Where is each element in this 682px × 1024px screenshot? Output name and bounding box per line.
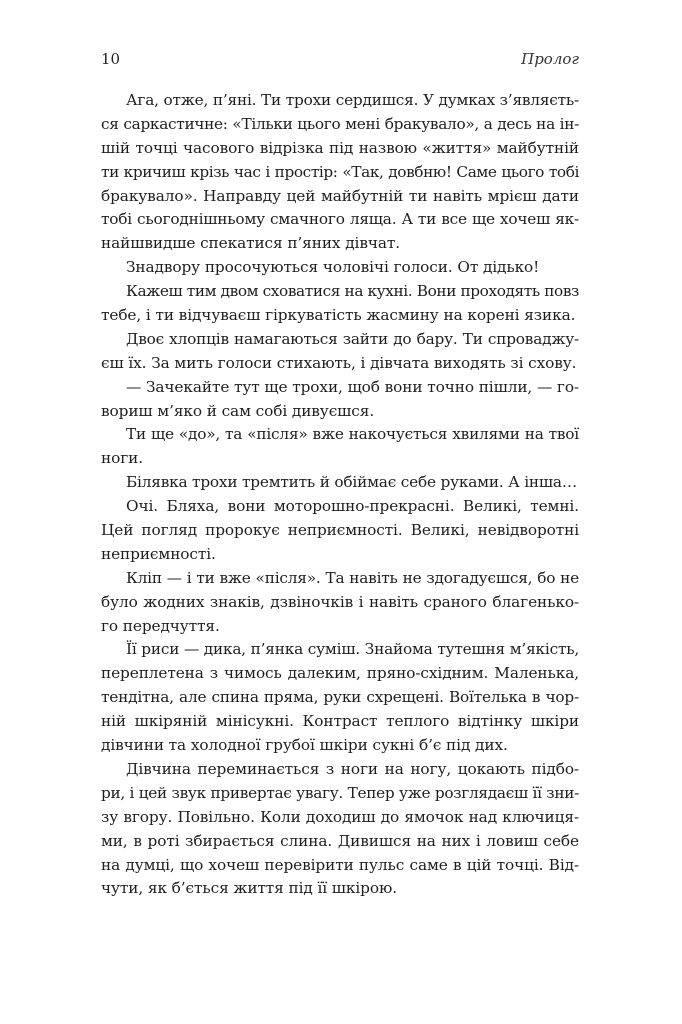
text-line: тендітна, але спина пряма, руки схрещені. Воїтелька в чор- <box>101 688 579 707</box>
text-line: Цей погляд пророкує неприємності. Великі, невідворотні <box>101 521 579 540</box>
text-line: найшвидше спекатися п’яних дівчат. <box>101 234 400 253</box>
text-line: Кажеш тим двом сховатися на кухні. Вони проходять повз <box>126 282 579 301</box>
text-line: бракувало». Направду цей майбутній ти навіть мрієш дати <box>101 186 579 205</box>
text-line: Двоє хлопців намагаються зайти до бару. Ти спроваджу- <box>126 329 579 348</box>
text-line: ноги. <box>101 449 143 468</box>
text-line: дівчини та холодної грубої шкіри сукні б’є під дих. <box>101 736 508 755</box>
text-line: ся саркастичне: «Тільки цього мені бракувало», а десь на ін- <box>101 114 579 133</box>
text-line: Знадвору просочуються чоловічі голоси. От дідько! <box>126 258 540 277</box>
text-line: Дівчина переминається з ноги на ногу, цокають підбо- <box>126 759 579 778</box>
text-line: єш їх. За мить голоси стихають, і дівчата виходять зі схову. <box>101 353 577 372</box>
text-line: ми, в роті збирається слина. Дивишся на них і ловиш себе <box>101 831 579 850</box>
text-line: вориш м’яко й сам собі дивуєшся. <box>101 401 375 420</box>
text-line: шій точці часового відрізка під назвою «життя» майбутній <box>101 138 579 157</box>
text-line: ри, і цей звук привертає увагу. Тепер уже розглядаєш її зни- <box>101 783 579 802</box>
page-number: 10 <box>101 50 121 68</box>
text-line: на думці, що хочеш перевірити пульс саме в цій точці. Від- <box>101 855 579 874</box>
text-line: Очі. Бляха, вони моторошно-прекрасні. Великі, темні. <box>126 497 579 516</box>
text-line: чути, як б’ється життя під її шкірою. <box>101 879 397 898</box>
running-header <box>101 50 579 72</box>
text-line: Ти ще «до», та «після» вже накочується хвилями на твої <box>126 425 579 444</box>
text-line: неприємності. <box>101 544 216 563</box>
text-line: було жодних знаків, дзвіночків і навіть сраного благенько- <box>101 592 579 611</box>
text-line: го передчуття. <box>101 616 220 635</box>
text-line: Кліп — і ти вже «після». Та навіть не здогадуєшся, бо не <box>126 568 579 587</box>
text-line: тебе, і ти відчуваєш гіркуватість жасмину на корені язика. <box>101 306 576 325</box>
text-line: тобі сьогоднішньому смачного ляща. А ти все ще хочеш як- <box>101 210 579 229</box>
text-line: — Зачекайте тут ще трохи, щоб вони точно пішли, — го- <box>126 377 579 396</box>
text-line: Ага, отже, п’яні. Ти трохи сердишся. У думках з’являєть- <box>126 91 579 109</box>
body-text <box>101 89 579 901</box>
text-line: ти кричиш крізь час і простір: «Так, довбню! Саме цього тобі <box>101 162 579 181</box>
text-line: Білявка трохи тремтить й обіймає себе руками. А інша… <box>126 473 577 492</box>
chapter-title: Пролог <box>521 50 579 68</box>
text-line: зу вгору. Повільно. Коли доходиш до ямочок над ключиця- <box>101 807 579 826</box>
text-line: ній шкіряній мінісукні. Контраст теплого відтінку шкіри <box>101 712 579 731</box>
text-line: Її риси — дика, п’янка суміш. Знайома тутешня м’якість, <box>126 640 579 659</box>
text-line: переплетена з чимось далеким, пряно-східним. Маленька, <box>101 664 579 683</box>
